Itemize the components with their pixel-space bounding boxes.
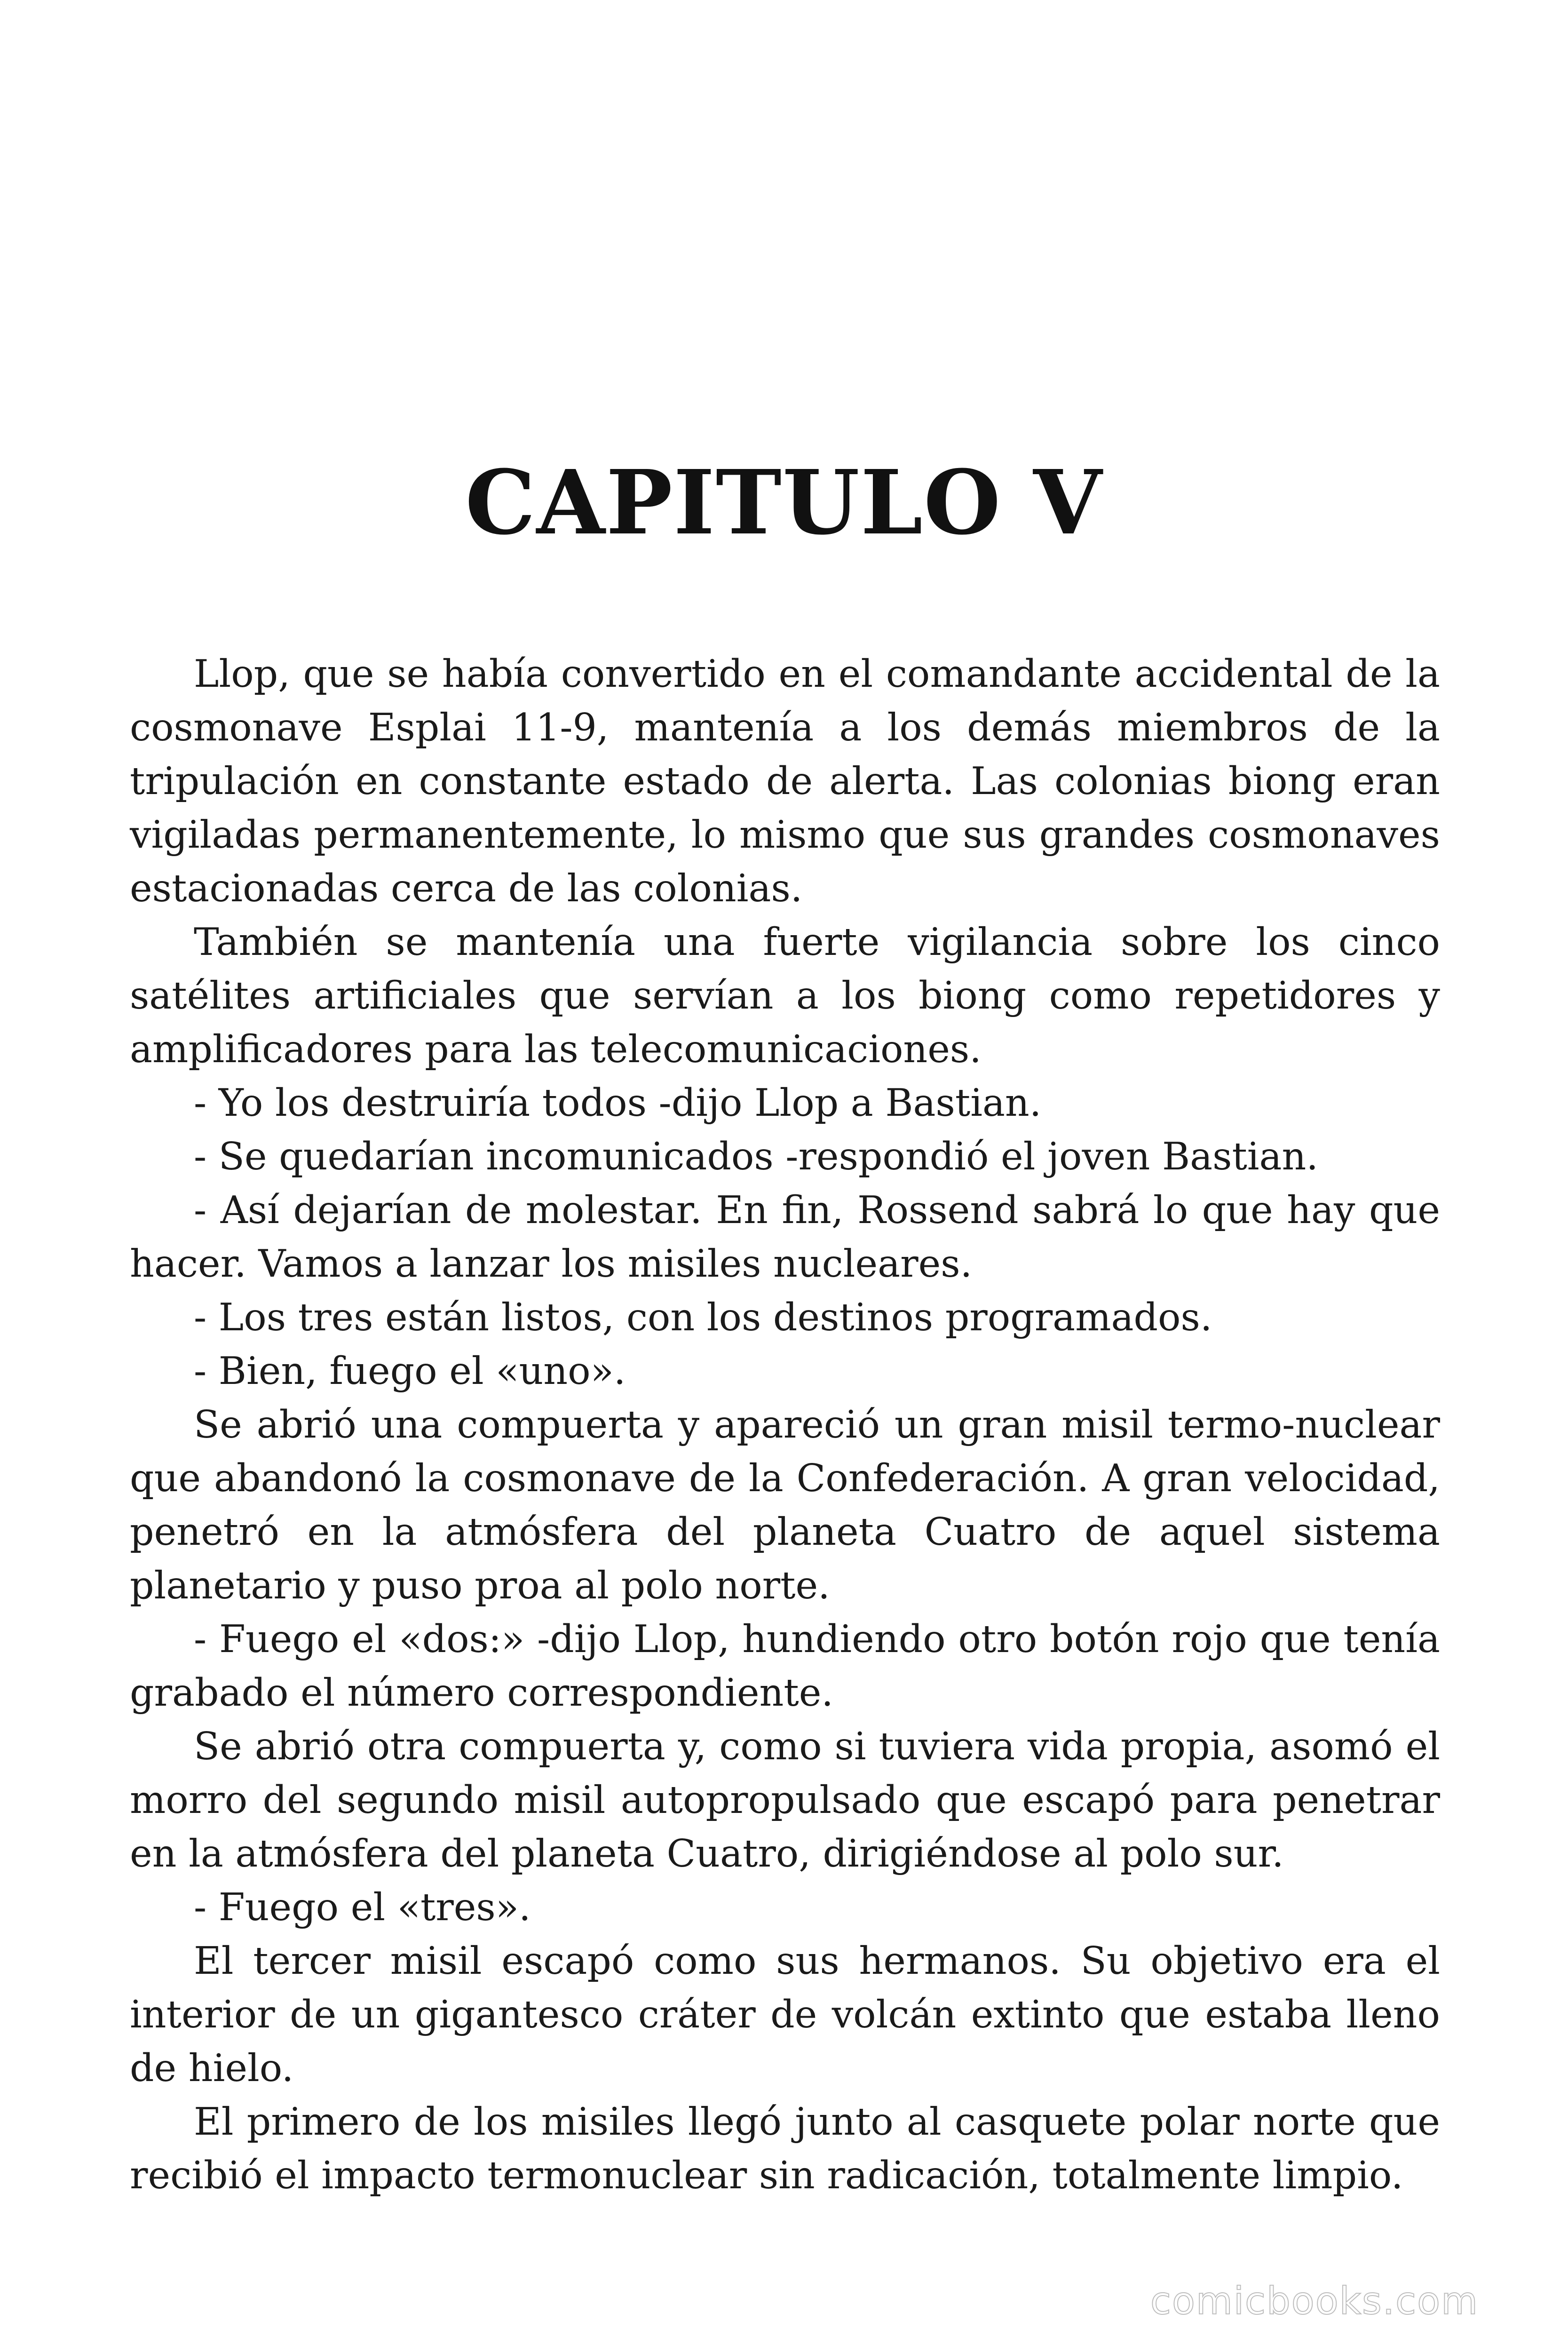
dialogue-line: - Se quedarían incomunicados -respondió el joven Bastian. — [194, 1134, 1318, 1178]
watermark: comicbooks.com — [1150, 2279, 1479, 2323]
chapter-body — [130, 647, 1440, 2202]
chapter-title: CAPITULO V — [465, 451, 1103, 555]
dialogue-line: - Fuego el «tres». — [194, 1885, 531, 1929]
dialogue-line: - Así dejarían de molestar. En fin, Rossend sabrá lo que hay que hacer. Vamos a lanzar los misiles nucleares. — [130, 1188, 1440, 1286]
dialogue-line: - Yo los destruiría todos -dijo Llop a Bastian. — [194, 1081, 1042, 1125]
paragraph: Llop, que se había convertido en el comandante accidental de la cosmonave Esplai 11-9, mantenía a los demás miembros de la tripulación en constante estado de alerta. Las colonias biong eran vigiladas permanentemente, lo mismo que sus grandes cosmonaves estacionadas cerca de las colonias. — [130, 652, 1440, 910]
paragraph: Se abrió una compuerta y apareció un gran misil termo-nuclear que abandonó la cosmonave de la Confederación. A gran velocidad, penetró en la atmósfera del planeta Cuatro de aquel sistema planetario y puso proa al polo norte. — [130, 1402, 1440, 1607]
dialogue-line: - Bien, fuego el «uno». — [194, 1349, 626, 1393]
dialogue-line: - Fuego el «dos:» -dijo Llop, hundiendo otro botón rojo que tenía grabado el número correspondiente. — [130, 1617, 1440, 1715]
dialogue-line: - Los tres están listos, con los destinos programados. — [194, 1295, 1212, 1339]
paragraph: El tercer misil escapó como sus hermanos. Su objetivo era el interior de un gigantesco cráter de volcán extinto que estaba lleno de hielo. — [130, 1939, 1440, 2090]
paragraph: El primero de los misiles llegó junto al casquete polar norte que recibió el impacto termonuclear sin radicación, totalmente limpio. — [130, 2099, 1440, 2197]
paragraph: También se mantenía una fuerte vigilancia sobre los cinco satélites artificiales que servían a los biong como repetidores y amplificadores para las telecomunicaciones. — [130, 920, 1440, 1071]
paragraph: Se abrió otra compuerta y, como si tuviera vida propia, asomó el morro del segundo misil autopropulsado que escapó para penetrar en la atmósfera del planeta Cuatro, dirigiéndose al polo sur. — [130, 1724, 1440, 1875]
